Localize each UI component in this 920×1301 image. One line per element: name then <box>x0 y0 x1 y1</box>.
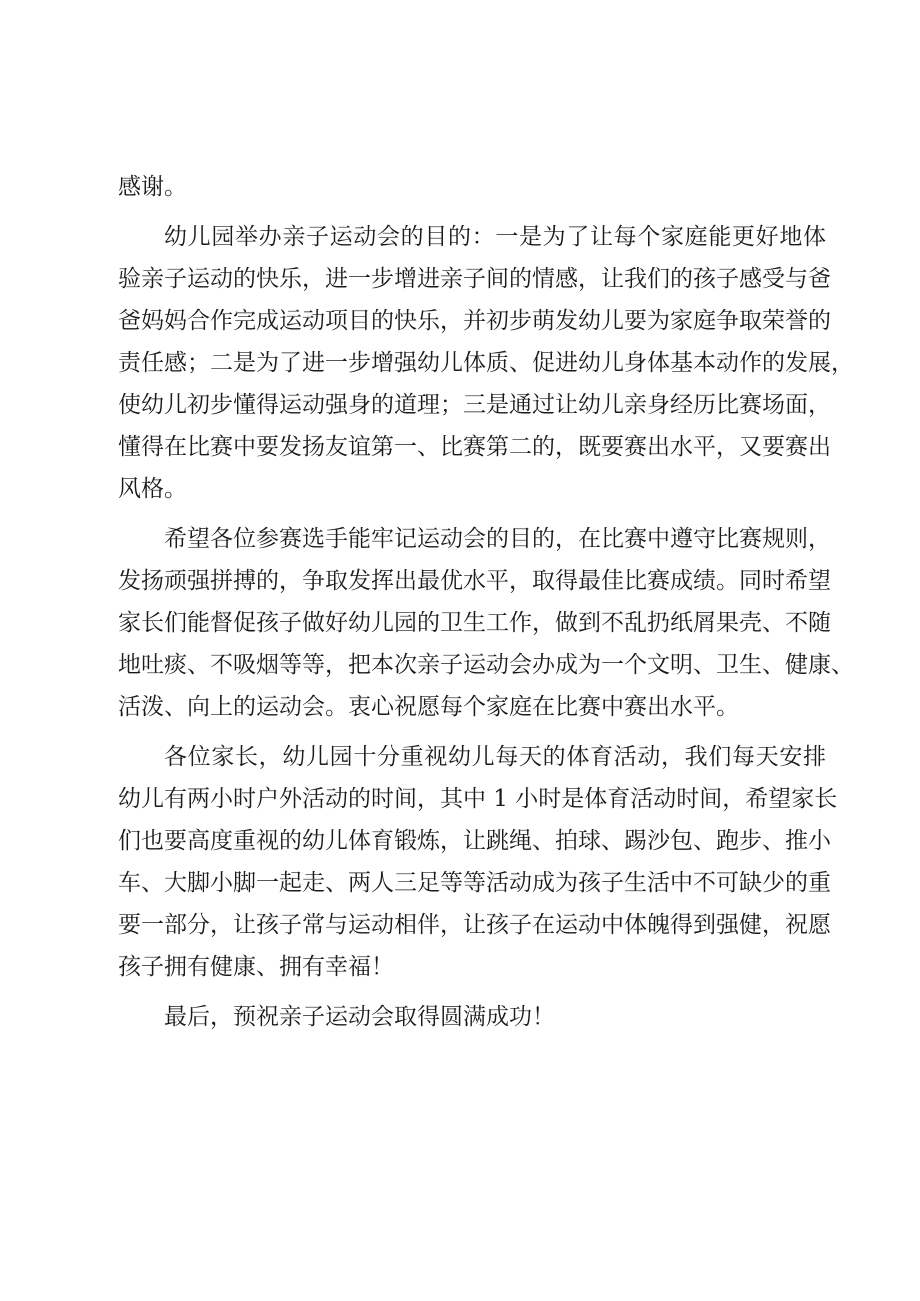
text-line: 幼儿园举办亲子运动会的目的：一是为了让每个家庭能更好地体 <box>164 224 826 250</box>
text-line: 希望各位参赛选手能牢记运动会的目的，在比赛中遵守比赛规则， <box>164 526 831 552</box>
text-line: 孩子拥有健康、拥有幸福！ <box>118 954 394 980</box>
text-line: 责任感；二是为了进一步增强幼儿体质、促进幼儿身体基本动作的发展， <box>118 350 854 376</box>
text-line: 地吐痰、不吸烟等等，把本次亲子运动会办成为一个文明、卫生、健康、 <box>118 652 854 678</box>
text-line: 各位家长，幼儿园十分重视幼儿每天的体育活动，我们每天安排 <box>164 744 826 770</box>
text-line: 验亲子运动的快乐，进一步增进亲子间的情感，让我们的孩子感受与爸 <box>118 266 831 292</box>
text-line: 懂得在比赛中要发扬友谊第一、比赛第二的，既要赛出水平，又要赛出 <box>118 434 831 460</box>
paragraph-parents <box>118 736 838 988</box>
text-line: 爸妈妈合作完成运动项目的快乐，并初步萌发幼儿要为家庭争取荣誉的 <box>118 308 831 334</box>
document-body <box>118 166 854 1038</box>
text-line: 风格。 <box>118 476 187 502</box>
paragraph-hopes <box>118 518 854 728</box>
text-line: 使幼儿初步懂得运动强身的道理；三是通过让幼儿亲身经历比赛场面， <box>118 392 831 418</box>
text-line: 家长们能督促孩子做好幼儿园的卫生工作，做到不乱扔纸屑果壳、不随 <box>118 610 831 636</box>
paragraph-closing-thanks <box>118 166 826 208</box>
text-line: 活泼、向上的运动会。衷心祝愿每个家庭在比赛中赛出水平。 <box>118 694 739 720</box>
text-line: 车、大脚小脚一起走、两人三足等等活动成为孩子生活中不可缺少的重 <box>118 870 831 896</box>
text-line: 幼儿有两小时户外活动的时间，其中 1 小时是体育活动时间，希望家长 <box>118 786 838 812</box>
text-line: 最后，预祝亲子运动会取得圆满成功！ <box>164 1004 555 1030</box>
paragraph-purpose <box>118 216 854 510</box>
text-line: 们也要高度重视的幼儿体育锻炼，让跳绳、拍球、踢沙包、跑步、推小 <box>118 828 831 854</box>
text-line: 要一部分，让孩子常与运动相伴，让孩子在运动中体魄得到强健，祝愿 <box>118 912 831 938</box>
paragraph-final-wish <box>118 996 826 1038</box>
text-line: 感谢。 <box>118 174 187 200</box>
text-line: 发扬顽强拼搏的，争取发挥出最优水平，取得最佳比赛成绩。同时希望 <box>118 568 831 594</box>
